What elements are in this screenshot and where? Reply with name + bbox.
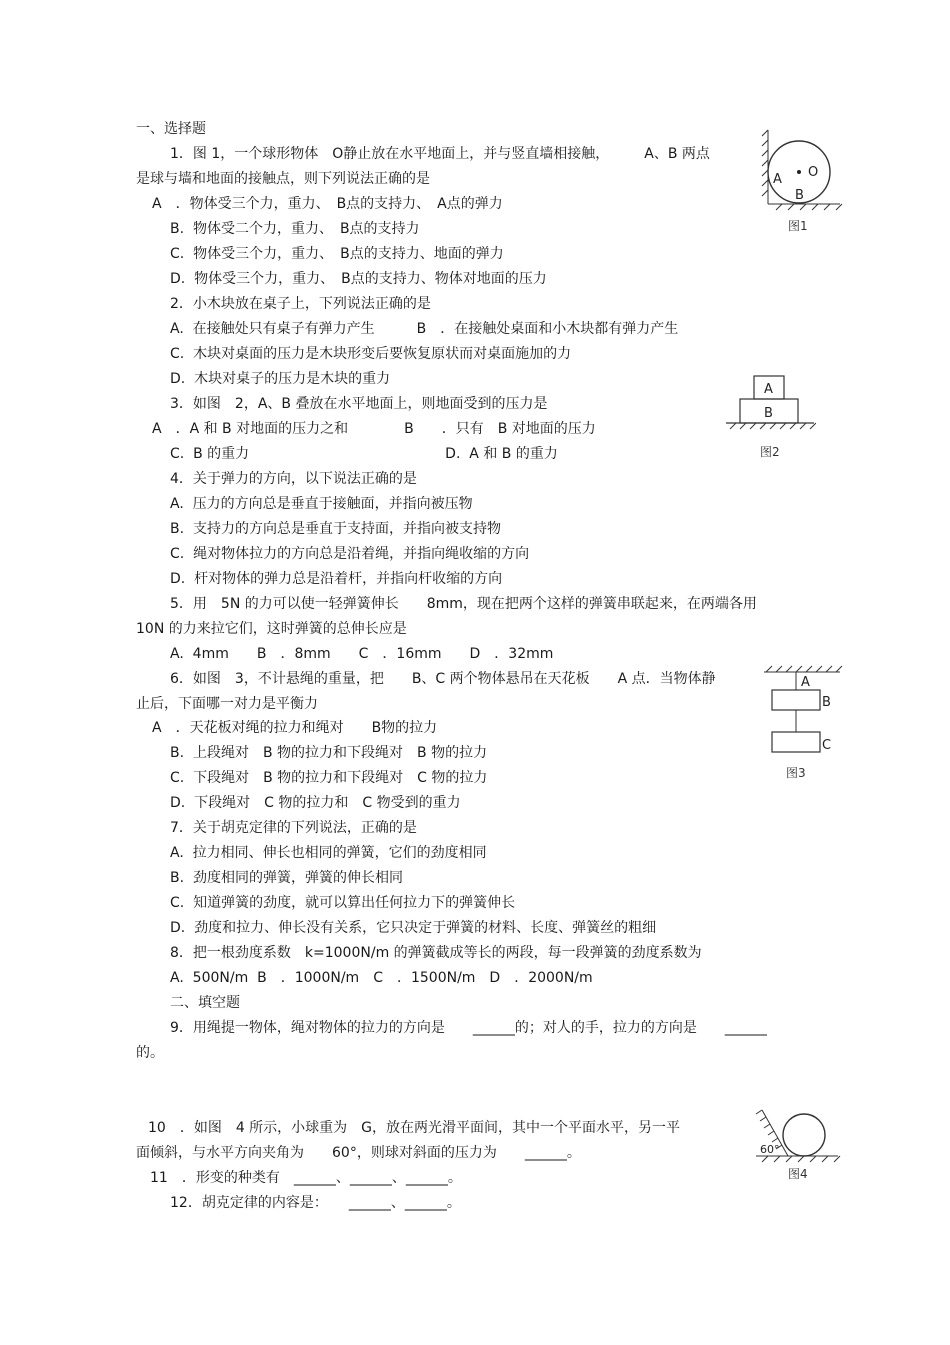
question-2-stem: 2．小木块放在桌子上，下列说法正确的是 [170, 296, 431, 312]
question-9-stem: 9．用绳提一物体，绳对物体的拉力的方向是 ______的；对人的手，拉力的方向是 ______ [170, 1020, 767, 1036]
question-2-option-c: C. 木块对桌面的压力是木块形变后要恢复原状而对桌面施加的力 [170, 346, 572, 362]
section-heading-choice: 一、选择题 [136, 121, 206, 137]
figure-3 [760, 664, 844, 788]
question-6-option-b: B. 上段绳对 B 物的拉力和下段绳对 B 物的拉力 [170, 745, 488, 761]
question-7-option-a: A. 拉力相同、伸长也相同的弹簧，它们的劲度相同 [170, 845, 487, 861]
question-10-stem-cont: 面倾斜，与水平方向夹角为 60°，则球对斜面的压力为 ______。 [136, 1145, 581, 1161]
question-1-stem-cont: 是球与墙和地面的接触点，则下列说法正确的是 [136, 171, 430, 187]
figure-2-label-b: B [764, 406, 773, 421]
figure-2-caption: 图2 [760, 445, 780, 459]
question-2-options-ab: A. 在接触处只有桌子有弹力产生 B ．在接触处桌面和小木块都有弹力产生 [170, 321, 679, 337]
question-10-stem: 10 ．如图 4 所示，小球重为 G，放在两光滑平面间，其中一个平面水平，另一平 [148, 1120, 681, 1136]
question-8-options: A. 500N/m B ．1000N/m C ．1500N/m D ．2000N/m [170, 970, 593, 986]
figure-4-caption: 图4 [788, 1167, 808, 1181]
question-6-option-c: C. 下段绳对 B 物的拉力和下段绳对 C 物的拉力 [170, 770, 488, 786]
question-3-stem: 3．如图 2，A、B 叠放在水平地面上，则地面受到的压力是 [170, 396, 548, 412]
question-6-option-a: A ．天花板对绳的拉力和绳对 B物的拉力 [152, 720, 438, 736]
question-8-stem: 8．把一根劲度系数 k=1000N/m 的弹簧截成等长的两段，每一段弹簧的劲度系数为 [170, 945, 702, 961]
question-7-option-b: B. 劲度相同的弹簧，弹簧的伸长相同 [170, 870, 403, 886]
question-6-stem: 6．如图 3，不计悬绳的重量，把 B、C 两个物体悬吊在天花板 A 点．当物体静 [170, 671, 716, 687]
question-1-stem: 1．图 1，一个球形物体 O静止放在水平地面上，并与竖直墙相接触， A、B 两点 [170, 146, 710, 162]
question-4-option-b: B. 支持力的方向总是垂直于支持面，并指向被支持物 [170, 521, 501, 537]
figure-1-caption: 图1 [788, 219, 808, 233]
question-1-option-a: A ．物体受三个力，重力、 B点的支持力、 A点的弹力 [152, 196, 503, 212]
question-2-option-d: D. 木块对桌子的压力是木块的重力 [170, 371, 391, 387]
question-6-stem-cont: 止后，下面哪一对力是平衡力 [136, 696, 318, 712]
figure-2 [724, 372, 816, 464]
question-4-option-c: C. 绳对物体拉力的方向总是沿着绳，并指向绳收缩的方向 [170, 546, 530, 562]
question-5-options: A. 4mm B ．8mm C ．16mm D ．32mm [170, 646, 554, 662]
section-heading-fill: 二、填空题 [170, 995, 240, 1011]
question-4-option-a: A. 压力的方向总是垂直于接触面，并指向被压物 [170, 496, 473, 512]
figure-3-caption: 图3 [786, 766, 806, 780]
figure-1-label-b: B [795, 188, 804, 203]
figure-1 [756, 126, 846, 238]
question-7-stem: 7．关于胡克定律的下列说法，正确的是 [170, 820, 417, 836]
question-9-stem-cont: 的。 [136, 1045, 164, 1061]
figure-3-label-c: C [822, 738, 832, 753]
figure-3-label-b: B [822, 695, 831, 710]
question-1-option-c: C. 物体受三个力，重力、 B点的支持力、地面的弹力 [170, 246, 504, 262]
figure-1-label-a: A [773, 172, 782, 187]
figure-2-label-a: A [764, 382, 773, 397]
figure-3-label-a: A [801, 675, 810, 690]
figure-4-angle-label: 60° [760, 1143, 780, 1156]
question-6-option-d: D. 下段绳对 C 物的拉力和 C 物受到的重力 [170, 795, 461, 811]
figure-1-label-o: O [808, 165, 819, 180]
question-7-option-d: D. 劲度和拉力、伸长没有关系，它只决定于弹簧的材料、长度、弹簧丝的粗细 [170, 920, 657, 936]
question-11-stem: 11 ．形变的种类有 ______、______、______。 [150, 1170, 462, 1186]
question-1-option-d: D. 物体受三个力，重力、 B点的支持力、物体对地面的压力 [170, 271, 547, 287]
question-1-option-b: B. 物体受二个力，重力、 B点的支持力 [170, 221, 420, 237]
question-4-option-d: D. 杆对物体的弹力总是沿着杆，并指向杆收缩的方向 [170, 571, 503, 587]
question-5-stem: 5．用 5N 的力可以使一轻弹簧伸长 8mm，现在把两个这样的弹簧串联起来，在两端各用 [170, 596, 757, 612]
question-7-option-c: C. 知道弹簧的劲度，就可以算出任何拉力下的弹簧伸长 [170, 895, 516, 911]
question-5-stem-cont: 10N 的力来拉它们，这时弹簧的总伸长应是 [136, 621, 407, 637]
question-12-stem: 12．胡克定律的内容是： ______、______。 [170, 1195, 461, 1211]
question-4-stem: 4．关于弹力的方向，以下说法正确的是 [170, 471, 417, 487]
figure-4 [752, 1104, 844, 1188]
question-3-options-cd: C. B 的重力 D. A 和 B 的重力 [170, 446, 558, 462]
question-3-options-ab: A ．A 和 B 对地面的压力之和 B ．只有 B 对地面的压力 [152, 421, 596, 437]
